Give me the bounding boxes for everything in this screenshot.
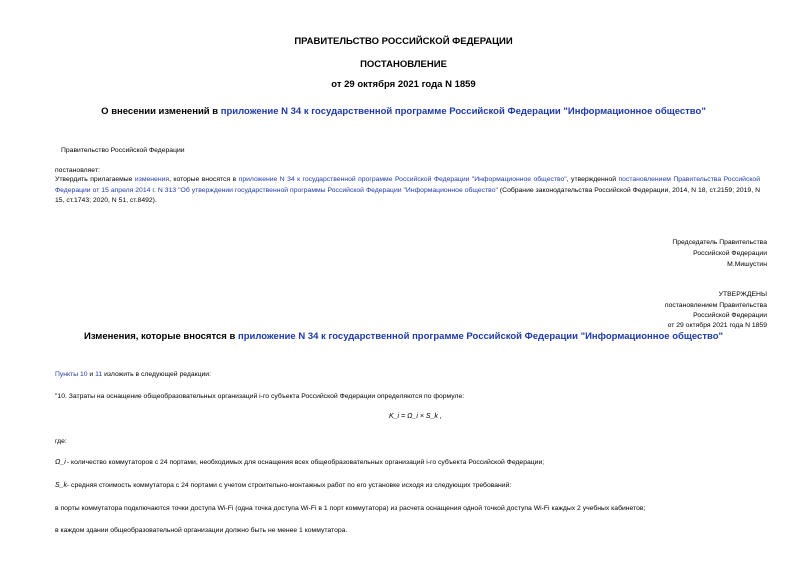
definition-text-2: - средняя стоимость коммутатора с 24 портами с учетом строительно-монтажных работ по его установке исходя из следующих требований: — [65, 482, 512, 489]
changes-title — [0, 331, 807, 342]
document-title-prefix: О внесении изменений в — [101, 106, 221, 117]
document-type: ПОСТАНОВЛЕНИЕ — [360, 59, 447, 70]
item-10-link[interactable]: Пункты 10 — [55, 371, 88, 378]
approved-label: УТВЕРЖДЕНЫ — [718, 291, 767, 298]
changes-title-prefix: Изменения, которые вносятся в — [83, 331, 238, 342]
item-10-text: "10. Затраты на оснащение общеобразовательных организаций i-го субъекта Российской Федерации определяются по формуле: — [55, 393, 465, 400]
requirement-2: в каждом здании общеобразовательной организации должно быть не менее 1 коммутатора. — [55, 527, 348, 534]
document-title — [0, 106, 807, 117]
approved-org: Российской Федерации — [693, 312, 767, 319]
para-text-d: (Собрание законодательства Российской Федерации, 2014, N 18, ст.2159; 2019, N 15, ст.1743; 2020, N 51, ст.8492). — [55, 186, 760, 204]
resolution-link[interactable]: постановлением Правительства Российской Федерации от 15 апреля 2014 г. N 313 "Об утверждении государственной программы Российской Федерации "Информационное общество" — [55, 176, 760, 194]
para-text-b: , которые вносятся в — [169, 176, 239, 183]
definition-text-1: - количество коммутаторов с 24 портами, необходимых для оснащения всех общеобразовательных организаций i-го субъекта Российской Федерации; — [65, 459, 545, 466]
cost-formula: K_i = Ω_i × S_k , — [389, 413, 442, 420]
formula-symbol-s: S_k — [55, 482, 68, 489]
decree-word: постановляет: — [55, 167, 100, 174]
items-rest: изложить в следующей редакции: — [102, 371, 211, 378]
para-text-a: Утвердить прилагаемые — [55, 176, 135, 183]
item-11-link[interactable]: 11 — [95, 371, 103, 378]
approved-by: постановлением Правительства — [664, 302, 767, 309]
formula-symbol-omega: Ω_i — [55, 459, 66, 466]
decree-paragraph — [55, 175, 760, 207]
para-text-c: , утвержденной — [566, 176, 619, 183]
approved-date: от 29 октября 2021 года N 1859 — [667, 322, 767, 329]
document-title-link[interactable]: приложение N 34 к государственной программе Российской Федерации "Информационное общество" — [220, 106, 706, 117]
government-heading: ПРАВИТЕЛЬСТВО РОССИЙСКОЙ ФЕДЕРАЦИИ — [294, 36, 513, 47]
changes-title-link[interactable]: приложение N 34 к государственной программе Российской Федерации "Информационное общество" — [237, 331, 724, 342]
changes-link[interactable]: изменения — [134, 176, 170, 183]
where-label: где: — [55, 438, 67, 445]
signature-position: Председатель Правительства — [672, 239, 767, 246]
items-and: и — [87, 371, 96, 378]
signature-name: М.Мишустин — [727, 261, 767, 268]
definition-switch-cost — [55, 481, 511, 492]
items-instruction — [55, 370, 211, 381]
requirement-1: в порты коммутатора подключаются точки доступа Wi-Fi (одна точка доступа Wi-Fi в 1 порт коммутатора) из расчета оснащения одной точкой доступа Wi-Fi каждых 2 учебных кабинетов; — [55, 505, 646, 512]
document-date-number: от 29 октября 2021 года N 1859 — [331, 79, 476, 90]
decree-subject: Правительство Российской Федерации — [61, 147, 185, 154]
appendix-link[interactable]: приложение N 34 к государственной программе Российской Федерации "Информационное общество" — [238, 176, 567, 183]
signature-org: Российской Федерации — [693, 250, 767, 257]
definition-switch-count — [55, 458, 544, 469]
